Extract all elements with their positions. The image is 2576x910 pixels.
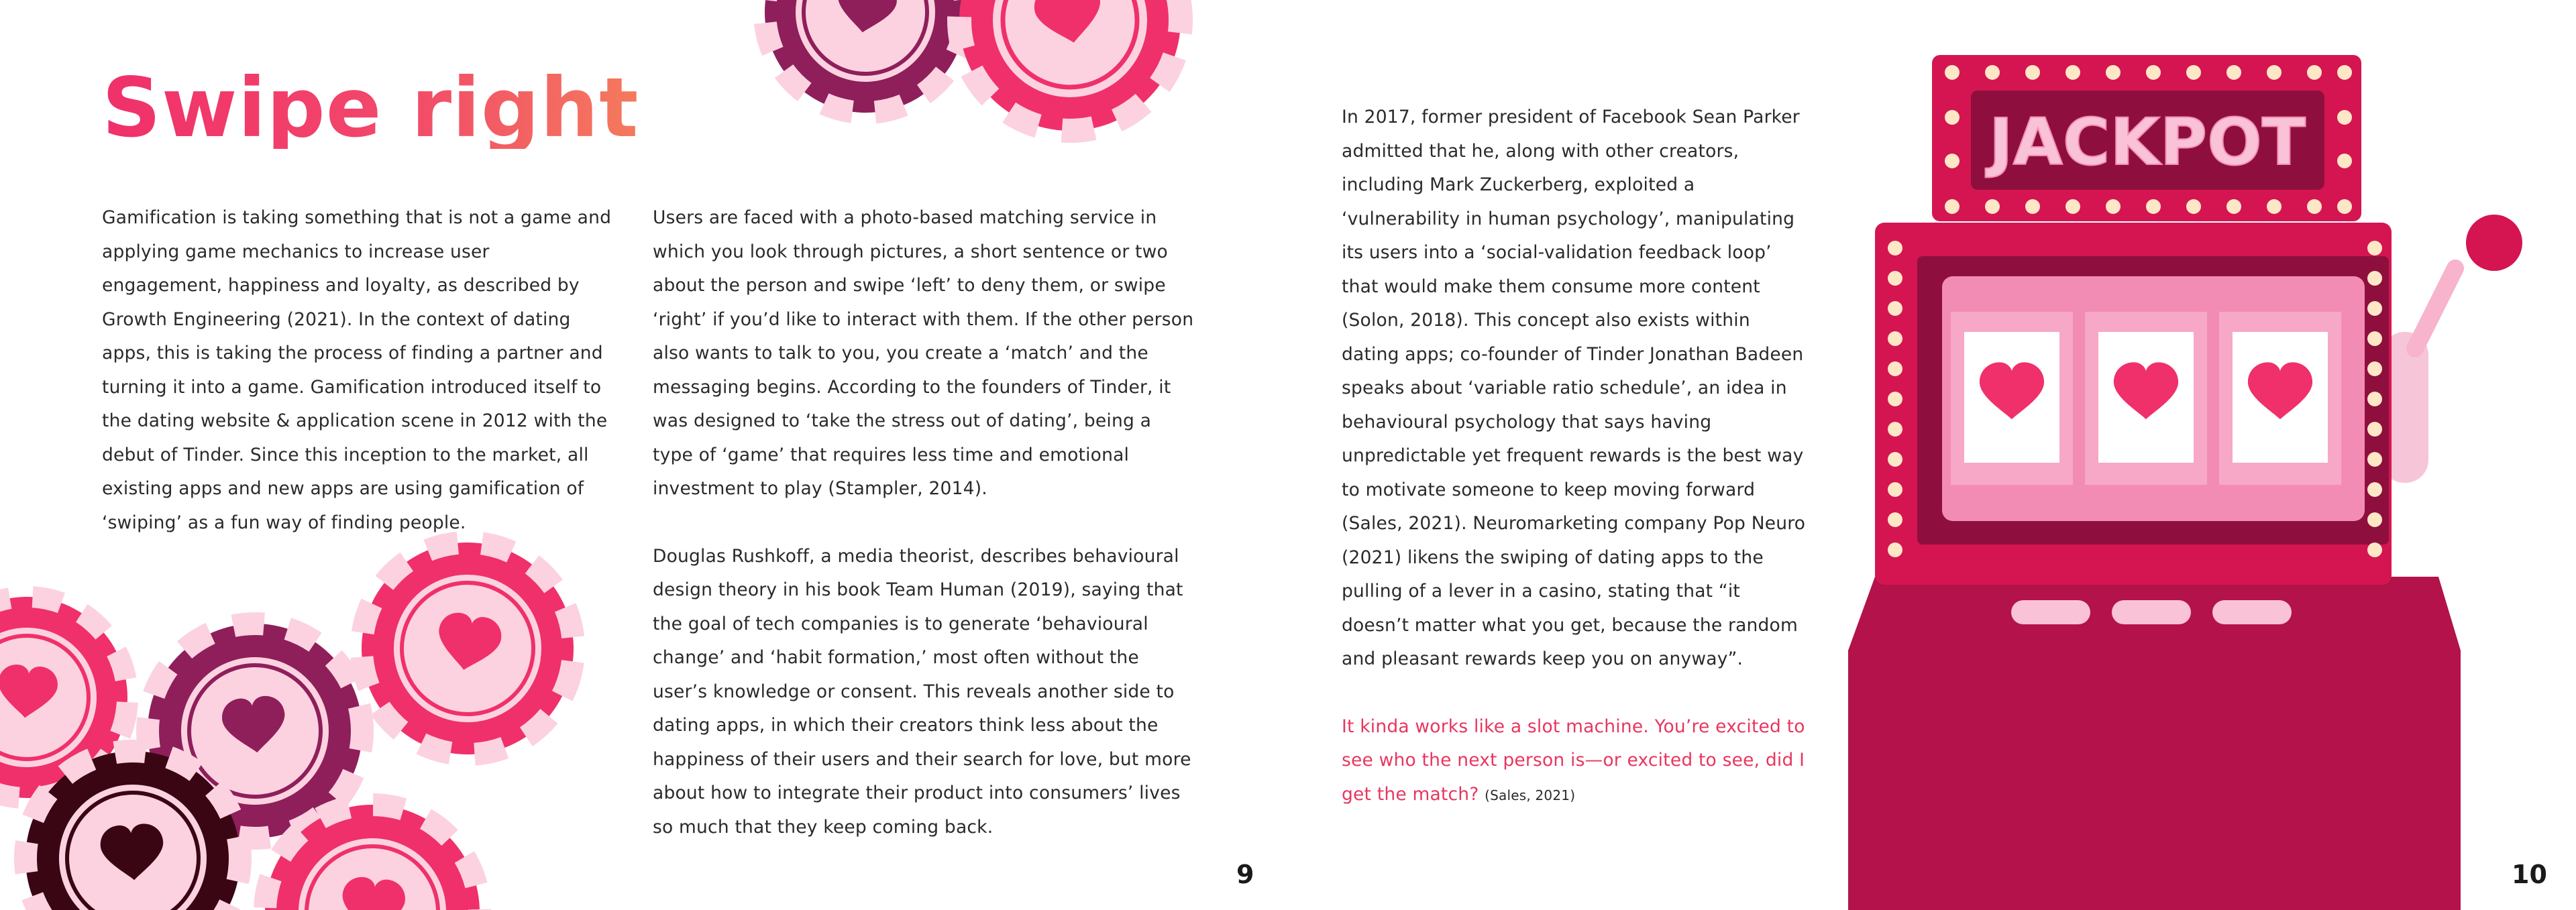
slot-machine-lever-knob [2466, 215, 2522, 271]
jackpot-sign-text: JACKPOT [1988, 105, 2306, 180]
body-paragraph: Gamification is taking something that is not a game and applying game mechanics to increase user engagement, happiness and loyalty, as described by Growth Engineering (2021). In the context of dating apps, this is taking the process of finding a partner and turning it into a game. Gamification introduced itself to the dating website & application scene in 2012 with the debut of Tinder. Since this inception to the market, all existing apps and new apps are using gamification of ‘swiping’ as a fun way of finding people. [102, 207, 612, 533]
slot-machine-button [2212, 600, 2292, 624]
poker-chip-pink-right [345, 526, 590, 771]
body-paragraph: Users are faced with a photo-based matching service in which you look through pictures, a short sentence or two about the person and swipe ‘left’ to deny them, or swipe ‘right’ if you’d like to interact with them. If the other person also wants to talk to you, you create a ‘match’ and the messaging begins. According to the founders of Tinder, it was designed to ‘take the stress out of dating’, being a type of ‘game’ that requires less time and emotional investment to play (Stampler, 2014). [653, 207, 1194, 499]
pull-quote [1342, 710, 1811, 813]
poker-chip-top-pink [942, 0, 1198, 148]
slot-machine-cabinet [1848, 577, 2461, 910]
pull-quote-citation: (Sales, 2021) [1485, 787, 1576, 803]
poker-chip-top-plum [752, 0, 979, 125]
body-column-3 [1342, 101, 1811, 812]
slot-machine [1848, 55, 2522, 910]
body-column-1 [102, 201, 612, 540]
slot-machine-button [2112, 600, 2191, 624]
pull-quote-text: It kinda works like a slot machine. You’re excited to see who the next person is—or excited to see, did I get the match? [1342, 716, 1805, 805]
page-number-left: 9 [1236, 860, 1254, 889]
body-paragraph: In 2017, former president of Facebook Sean Parker admitted that he, along with other creators, including Mark Zuckerberg, exploited a ‘vulnerability in human psychology’, manipulating its users into a ‘social-validation feedback loop’ that would make them consume more content (Solon, 2018). This concept also exists within dating apps; co-founder of Tinder Jonathan Badeen speaks about ‘variable ratio schedule’, an idea in behavioural psychology that says having unpredictable yet frequent rewards is the best way to motivate someone to keep moving forward (Sales, 2021). Neuromarketing company Pop Neuro (2021) likens the swiping of dating apps to the pulling of a lever in a casino, stating that “it doesn’t matter what you get, because the random and pleasant rewards keep you on anyway”. [1342, 107, 1806, 669]
body-column-2 [653, 201, 1196, 844]
slot-machine-button [2011, 600, 2090, 624]
slot-machine-lever-arm [2415, 268, 2455, 349]
page-title: Swipe right [102, 60, 639, 156]
page-number-right: 10 [2512, 860, 2547, 889]
body-paragraph: Douglas Rushkoff, a media theorist, describes behavioural design theory in his book Team Human (2019), saying that the goal of tech companies is to generate ‘behavioural change’ and ‘habit formation,’ most often without the user’s knowledge or consent. This reveals another side to dating apps, in which their creators think less about the happiness of their users and their search for love, but more about how to integrate their product into consumers’ lives so much that they keep coming back. [653, 545, 1191, 838]
